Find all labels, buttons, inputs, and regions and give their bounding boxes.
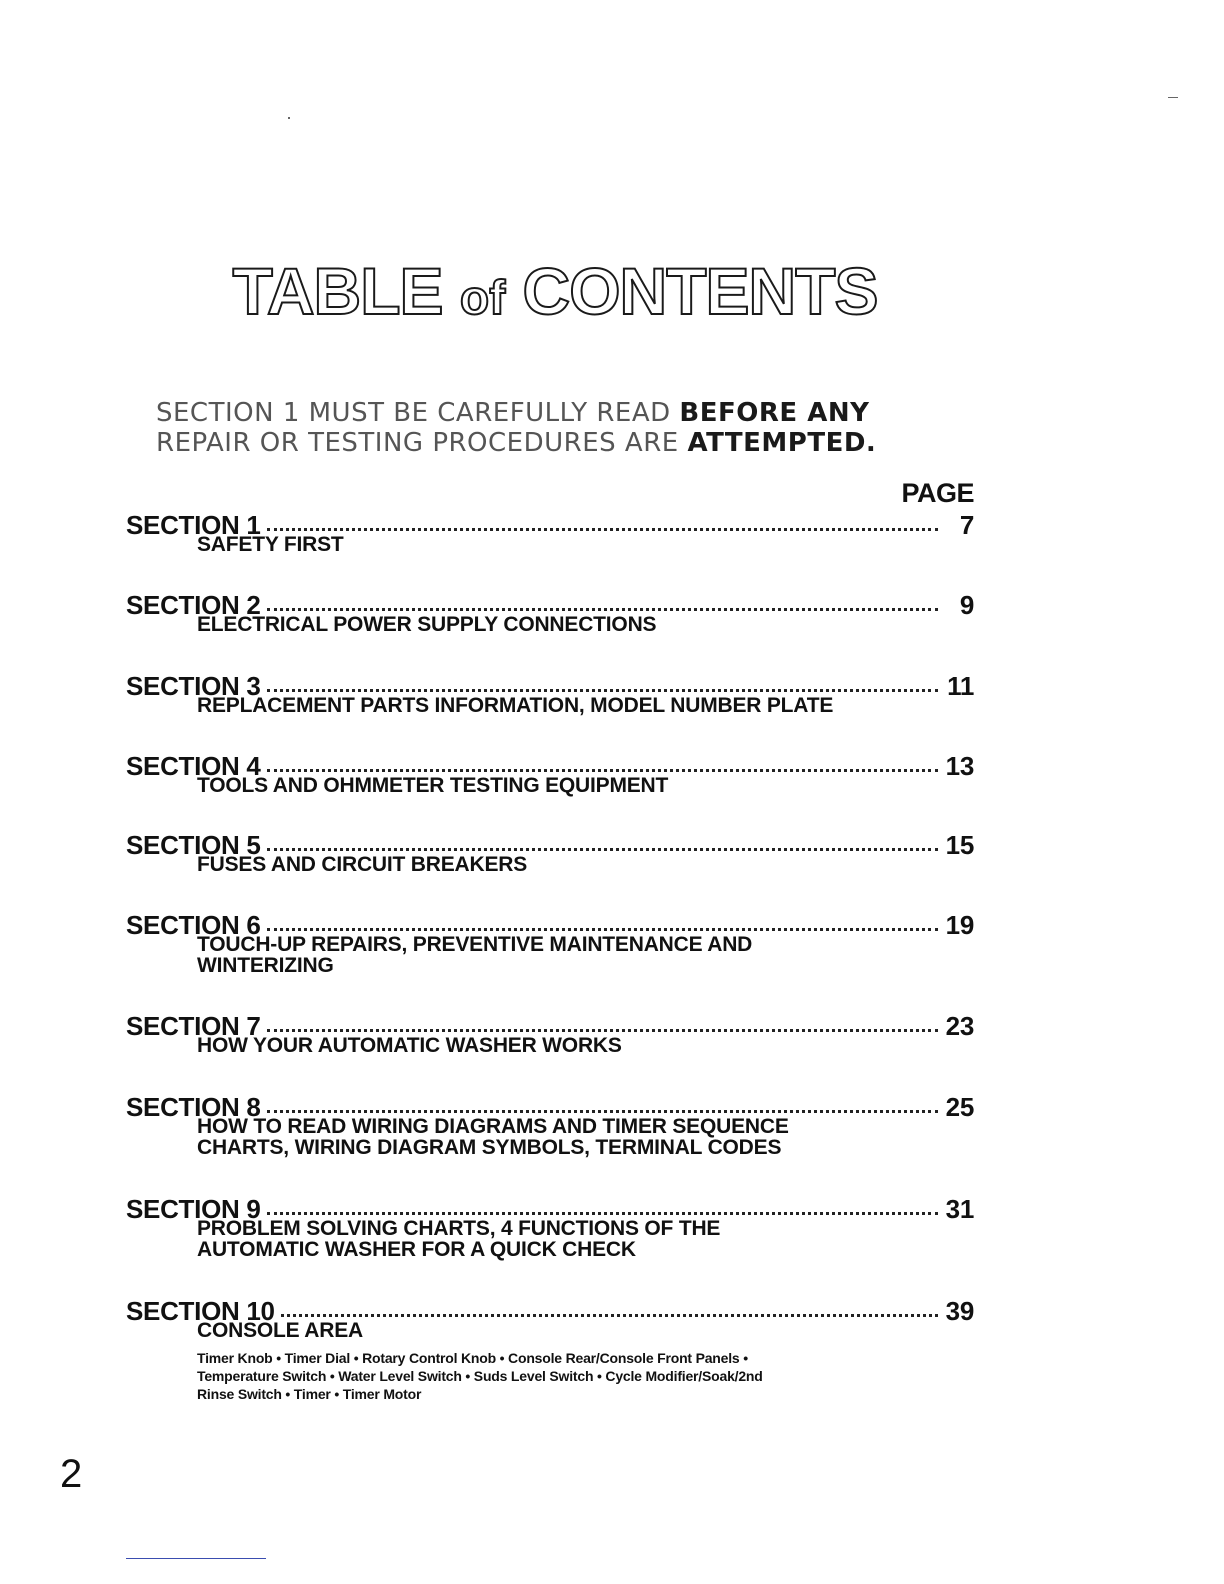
warning-line-2 bbox=[156, 428, 986, 458]
dot-leader bbox=[267, 689, 938, 692]
page-number: 13 bbox=[945, 751, 974, 781]
page-title bbox=[0, 254, 1110, 328]
warning-text: REPAIR OR TESTING PROCEDURES ARE bbox=[156, 428, 688, 458]
subtopic-line: Rinse Switch • Timer • Timer Motor bbox=[197, 1386, 422, 1402]
scan-speck bbox=[288, 117, 290, 119]
section-description bbox=[197, 695, 974, 716]
page-number: 39 bbox=[945, 1296, 974, 1326]
toc-entry-section-5[interactable] bbox=[126, 832, 974, 875]
safety-warning bbox=[156, 398, 986, 458]
page-number: 11 bbox=[947, 671, 974, 701]
toc-entry-section-9[interactable] bbox=[126, 1196, 974, 1260]
dot-leader bbox=[267, 769, 938, 772]
description-line: TOOLS AND OHMMETER TESTING EQUIPMENT bbox=[197, 774, 669, 797]
description-line: WINTERIZING bbox=[197, 954, 334, 977]
dot-leader bbox=[267, 1212, 938, 1215]
page-folio: 2 bbox=[60, 1452, 83, 1496]
footer-rule bbox=[126, 1558, 266, 1559]
section-description bbox=[197, 775, 974, 796]
page-number: 9 bbox=[959, 590, 974, 620]
scan-speck bbox=[1168, 97, 1178, 98]
description-line: FUSES AND CIRCUIT BREAKERS bbox=[197, 853, 528, 876]
description-line: SAFETY FIRST bbox=[197, 533, 344, 556]
toc-entry-section-3[interactable] bbox=[126, 673, 974, 716]
dot-leader bbox=[267, 1110, 938, 1113]
section-subtopics bbox=[197, 1349, 974, 1403]
description-line: AUTOMATIC WASHER FOR A QUICK CHECK bbox=[197, 1238, 636, 1261]
page-number: 19 bbox=[945, 910, 974, 940]
title-word-of: of bbox=[459, 272, 506, 325]
page-column-header: PAGE bbox=[901, 478, 974, 508]
toc-entry-section-2[interactable] bbox=[126, 592, 974, 635]
toc-entry-section-10[interactable] bbox=[126, 1298, 974, 1403]
description-line: REPLACEMENT PARTS INFORMATION, MODEL NUMBER PLATE bbox=[197, 694, 834, 717]
dot-leader bbox=[281, 1314, 938, 1317]
section-label: SECTION 9 bbox=[126, 1194, 261, 1224]
section-label: SECTION 8 bbox=[126, 1092, 261, 1122]
page-number: 25 bbox=[945, 1092, 974, 1122]
toc-entry-section-4[interactable] bbox=[126, 753, 974, 796]
section-label: SECTION 6 bbox=[126, 910, 261, 940]
warning-text: SECTION 1 MUST BE CAREFULLY READ bbox=[156, 398, 680, 428]
section-label: SECTION 2 bbox=[126, 590, 261, 620]
section-label: SECTION 4 bbox=[126, 751, 261, 781]
description-line: TOUCH-UP REPAIRS, PREVENTIVE MAINTENANCE AND bbox=[197, 933, 753, 956]
toc-entry-section-1[interactable] bbox=[126, 512, 974, 555]
section-description bbox=[197, 854, 974, 875]
toc-entry-section-8[interactable] bbox=[126, 1094, 974, 1158]
dot-leader bbox=[267, 848, 938, 851]
section-description bbox=[197, 1035, 974, 1056]
subtopic-line: Timer Knob • Timer Dial • Rotary Control Knob • Console Rear/Console Front Panels • bbox=[197, 1350, 748, 1366]
section-description bbox=[197, 1218, 974, 1260]
section-description bbox=[197, 1116, 974, 1158]
section-label: SECTION 10 bbox=[126, 1296, 275, 1326]
description-line: CHARTS, WIRING DIAGRAM SYMBOLS, TERMINAL CODES bbox=[197, 1136, 782, 1159]
page-number: 7 bbox=[959, 510, 974, 540]
description-line: HOW TO READ WIRING DIAGRAMS AND TIMER SEQUENCE bbox=[197, 1115, 789, 1138]
dot-leader bbox=[267, 528, 938, 531]
dot-leader bbox=[267, 608, 938, 611]
warning-line-1 bbox=[156, 398, 986, 428]
dot-leader bbox=[267, 1029, 938, 1032]
dot-leader bbox=[267, 928, 938, 931]
description-line: PROBLEM SOLVING CHARTS, 4 FUNCTIONS OF THE bbox=[197, 1217, 721, 1240]
description-line: HOW YOUR AUTOMATIC WASHER WORKS bbox=[197, 1034, 622, 1057]
page-number: 15 bbox=[945, 830, 974, 860]
subtopic-line: Temperature Switch • Water Level Switch • Suds Level Switch • Cycle Modifier/Soak/2nd bbox=[197, 1368, 763, 1384]
section-label: SECTION 5 bbox=[126, 830, 261, 860]
warning-text-bold: BEFORE ANY bbox=[679, 398, 870, 428]
section-label: SECTION 3 bbox=[126, 671, 261, 701]
title-word-contents: CONTENTS bbox=[522, 254, 878, 328]
toc-entry-section-7[interactable] bbox=[126, 1013, 974, 1056]
section-description bbox=[197, 934, 974, 976]
section-label: SECTION 7 bbox=[126, 1011, 261, 1041]
warning-text-bold: ATTEMPTED. bbox=[687, 428, 877, 458]
toc-entry-section-6[interactable] bbox=[126, 912, 974, 976]
page-number: 23 bbox=[945, 1011, 974, 1041]
page-number: 31 bbox=[945, 1194, 974, 1224]
title-word-table: TABLE bbox=[232, 254, 443, 328]
section-description bbox=[197, 534, 974, 555]
section-description bbox=[197, 1320, 974, 1341]
description-line: ELECTRICAL POWER SUPPLY CONNECTIONS bbox=[197, 613, 657, 636]
description-line: CONSOLE AREA bbox=[197, 1319, 363, 1342]
section-label: SECTION 1 bbox=[126, 510, 261, 540]
section-description bbox=[197, 614, 974, 635]
